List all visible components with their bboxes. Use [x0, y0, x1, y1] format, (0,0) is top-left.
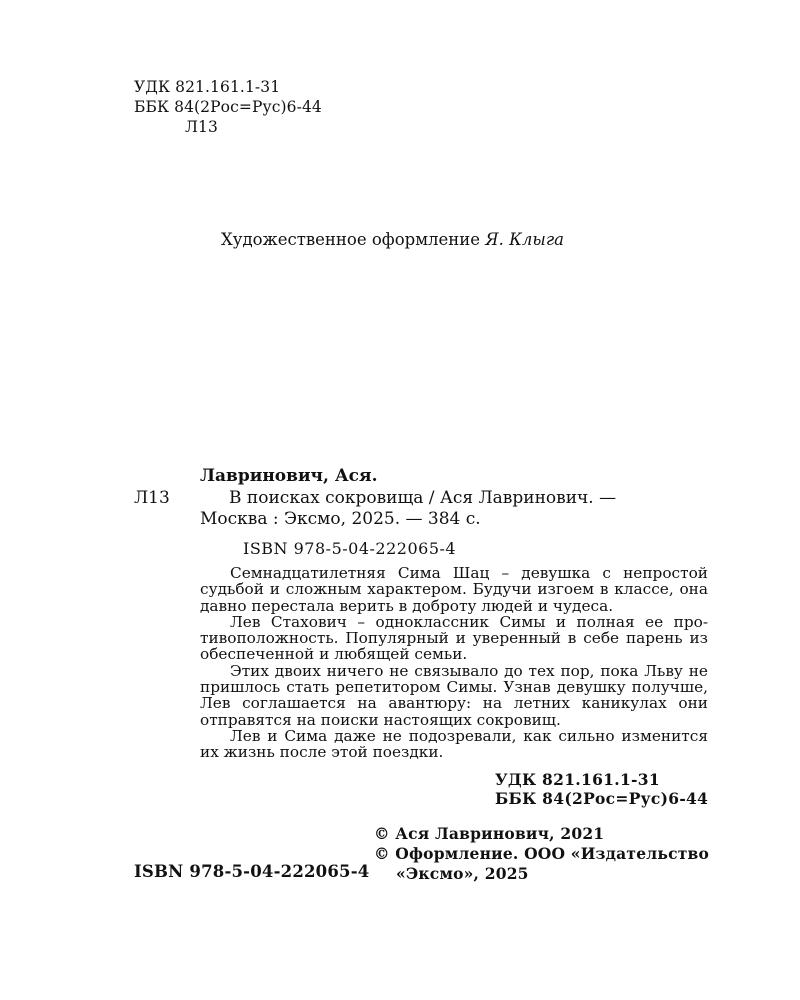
- classification-udk: УДК 821.161.1-31: [495, 770, 660, 789]
- bib-author-sign: Л13: [134, 488, 170, 508]
- classification-bbk: ББК 84(2Рос=Рус)6-44: [495, 789, 709, 808]
- annotation-paragraph: Этих двоих ничего не связывало до тех пор, пока Льву не пришлось стать репетитором Симы. Узнав девушку получше, Лев соглашается на авантюру: на летних каникулах они отправятся на поиски настоящих сокровищ.: [200, 661, 708, 729]
- bib-imprint-line: Москва : Эксмо, 2025. — 384 с.: [200, 509, 481, 529]
- copyright-publisher: «Эксмо», 2025: [396, 864, 529, 883]
- design-credit-prefix: Художественное оформление: [221, 230, 481, 249]
- isbn-bottom: ISBN 978-5-04-222065-4: [134, 862, 370, 881]
- bib-title-line: В поисках сокровища / Ася Лавринович. —: [229, 488, 617, 508]
- author-sign: Л13: [185, 118, 218, 136]
- bbk-code: ББК 84(2Рос=Рус)6-44: [134, 98, 322, 116]
- design-credit: [221, 230, 564, 249]
- annotation-paragraph: Лев Стахович – одноклассник Симы и полная ее противоположность. Популярный и уверенный в себе парень из обеспеченной и любящей семьи.: [200, 612, 708, 664]
- copyright-design: © Оформление. ООО «Издательство: [374, 844, 710, 863]
- design-credit-artist: Я. Клыга: [485, 230, 565, 249]
- annotation: [200, 565, 708, 761]
- copyright-author: © Ася Лавринович, 2021: [374, 824, 605, 843]
- udk-code: УДК 821.161.1-31: [134, 78, 281, 96]
- bib-author: Лавринович, Ася.: [200, 466, 378, 486]
- annotation-paragraph: Лев и Сима даже не подозревали, как сильно изменится их жизнь после этой поездки.: [200, 726, 708, 762]
- annotation-paragraph: Семнадцатилетняя Сима Шац – девушка с непростой судьбой и сложным характером. Будучи изгоем в классе, она давно перестала верить в доброту людей и чудеса.: [200, 564, 708, 615]
- bib-isbn: ISBN 978-5-04-222065-4: [243, 539, 457, 558]
